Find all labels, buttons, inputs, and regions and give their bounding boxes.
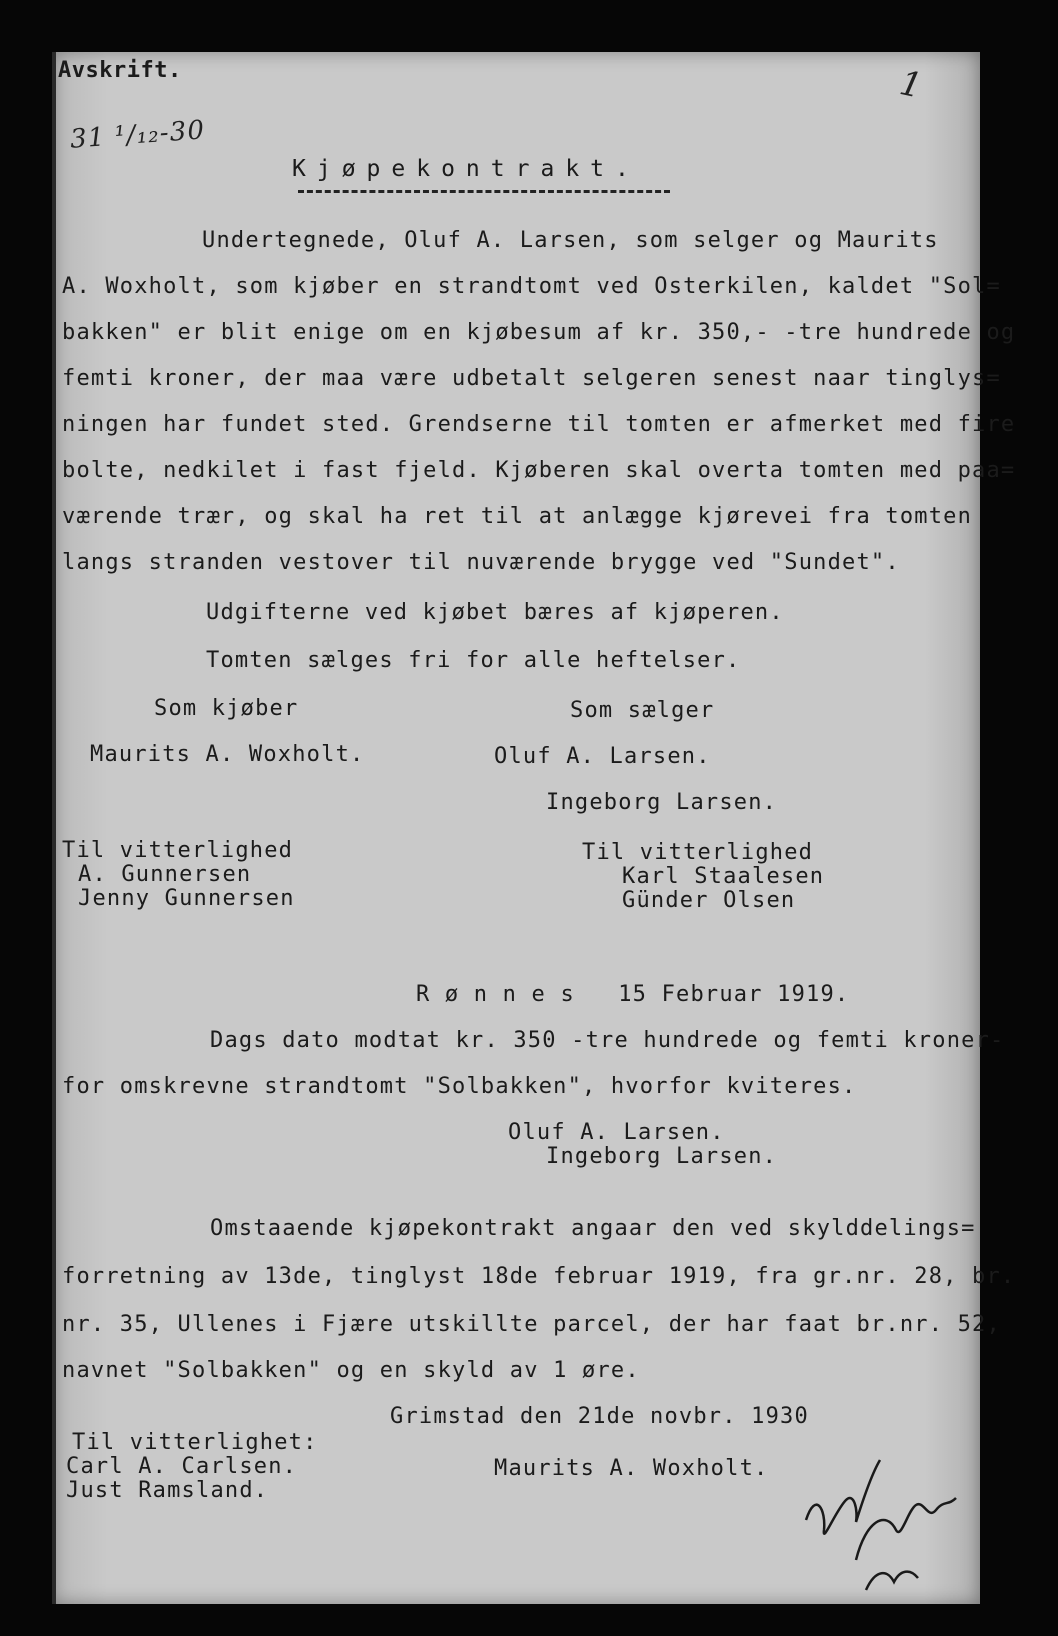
registration-signer: Maurits A. Woxholt.: [494, 1456, 769, 1481]
registration-line: navnet "Solbakken" og en skyld av 1 øre.: [62, 1358, 640, 1383]
receipt-signer: Ingeborg Larsen.: [546, 1144, 778, 1169]
page-number: 1: [896, 63, 927, 107]
document-title: Kjøpekontrakt.: [292, 156, 640, 182]
body-line: femti kroner, der maa være udbetalt selgeren senest naar tinglys=: [62, 366, 1001, 391]
seller-name-2: Ingeborg Larsen.: [546, 790, 778, 815]
registration-line: nr. 35, Ullenes i Fjære utskillte parcel, der har faat br.nr. 52,: [62, 1312, 1001, 1337]
registration-witness-label: Til vitterlighet:: [72, 1430, 318, 1455]
receipt-line: for omskrevne strandtomt "Solbakken", hvorfor kviteres.: [62, 1074, 857, 1099]
buyer-label: Som kjøber: [154, 696, 299, 721]
handwritten-date: 31 ¹/₁₂-30: [69, 115, 207, 155]
witness-name: Günder Olsen: [622, 888, 796, 913]
registration-place-date: Grimstad den 21de novbr. 1930: [390, 1404, 809, 1429]
body-line: værende trær, og skal ha ret til at anlægge kjørevei fra tomten: [62, 504, 973, 529]
body-line: A. Woxholt, som kjøber en strandtomt ved Osterkilen, kaldet "Sol=: [62, 274, 1001, 299]
seller-label: Som sælger: [570, 698, 715, 723]
copy-label: Avskrift.: [58, 58, 182, 83]
costs-paragraph: Udgifterne ved kjøbet bæres af kjøperen.: [206, 600, 784, 625]
document-page: [52, 52, 1016, 1604]
receipt-place-date: R ø n n e s 15 Februar 1919.: [416, 982, 850, 1007]
registration-line: Omstaaende kjøpekontrakt angaar den ved skylddelings=: [210, 1216, 976, 1241]
buyer-name: Maurits A. Woxholt.: [90, 742, 365, 767]
body-line: langs stranden vestover til nuværende brygge ved "Sundet".: [62, 550, 900, 575]
witness-label-right: Til vitterlighed: [582, 840, 814, 865]
registration-line: forretning av 13de, tinglyst 18de februar 1919, fra gr.nr. 28, br.: [62, 1264, 1016, 1289]
handwritten-signature: [796, 1450, 966, 1600]
title-underline: [298, 190, 670, 193]
body-line: ningen har fundet sted. Grendserne til tomten er afmerket med fire: [62, 412, 1016, 437]
page-left-edge: [52, 52, 56, 1604]
body-line: bolte, nedkilet i fast fjeld. Kjøberen skal overta tomten med paa=: [62, 458, 1016, 483]
registration-witness-name: Carl A. Carlsen.: [66, 1454, 298, 1479]
body-line: Undertegnede, Oluf A. Larsen, som selger og Maurits: [202, 228, 939, 253]
receipt-line: Dags dato modtat kr. 350 -tre hundrede og femti kroner-: [210, 1028, 1005, 1053]
encumbrance-paragraph: Tomten sælges fri for alle heftelser.: [206, 648, 741, 673]
seller-name: Oluf A. Larsen.: [494, 744, 711, 769]
body-line: bakken" er blit enige om en kjøbesum af kr. 350,- -tre hundrede og: [62, 320, 1016, 345]
witness-name: A. Gunnersen: [78, 862, 252, 887]
witness-name: Jenny Gunnersen: [78, 886, 295, 911]
receipt-signer: Oluf A. Larsen.: [508, 1120, 725, 1145]
witness-name: Karl Staalesen: [622, 864, 825, 889]
registration-witness-name: Just Ramsland.: [66, 1478, 269, 1503]
witness-label-left: Til vitterlighed: [62, 838, 294, 863]
